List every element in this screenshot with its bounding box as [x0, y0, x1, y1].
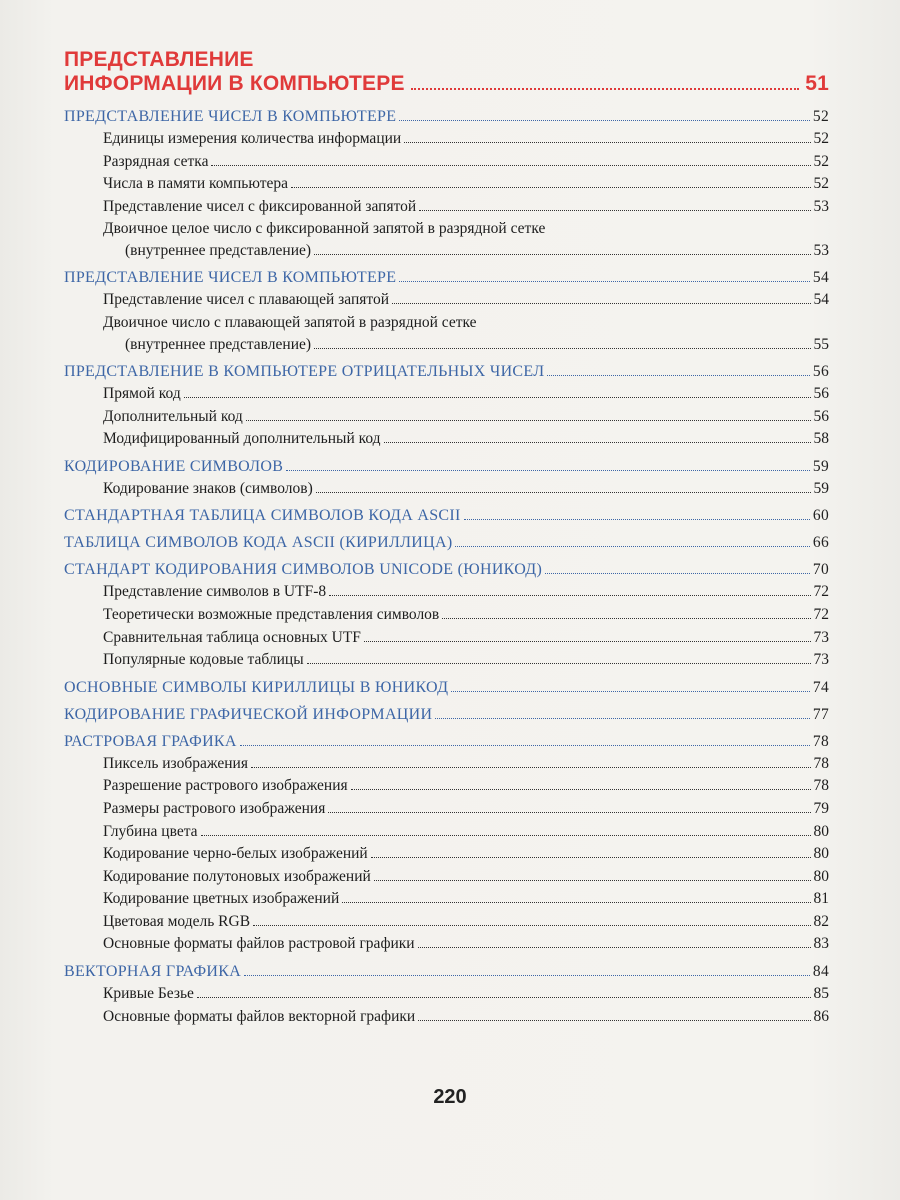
leader-dots	[246, 420, 811, 421]
subsection-title: Разрешение растрового изображения	[103, 777, 348, 795]
leader-dots	[442, 618, 810, 619]
subsection-page: 80	[813, 822, 829, 840]
subsection-entry	[64, 151, 829, 174]
section-title: КОДИРОВАНИЕ ГРАФИЧЕСКОЙ ИНФОРМАЦИИ	[64, 705, 433, 723]
subsection-title: Модифицированный дополнительный код	[103, 430, 381, 448]
leader-dots	[364, 641, 811, 642]
leader-dots	[451, 691, 810, 692]
subsection-title: Кодирование черно-белых изображений	[103, 845, 368, 863]
leader-dots	[251, 767, 811, 768]
subsection-page: 53	[813, 242, 829, 260]
leader-dots	[419, 210, 810, 211]
subsection-title: Сравнительная таблица основных UTF	[103, 628, 361, 646]
subsection-entry	[64, 775, 829, 798]
page-number: 220	[433, 1086, 467, 1108]
section-title: ПРЕДСТАВЛЕНИЕ В КОМПЬЮТЕРЕ ОТРИЦАТЕЛЬНЫХ ЧИСЕЛ	[64, 362, 545, 380]
section-entry	[64, 559, 829, 581]
subsection-page: 80	[813, 845, 829, 863]
subsection-entry	[64, 173, 829, 196]
subsection-entry	[64, 128, 829, 151]
subsection-entry	[64, 604, 829, 627]
subsection-title: Представление символов в UTF-8	[103, 583, 327, 601]
leader-dots	[404, 142, 810, 143]
subsection-page: 86	[813, 1007, 829, 1025]
subsection-entry	[64, 627, 829, 650]
leader-dots	[547, 375, 809, 376]
leader-dots	[253, 925, 810, 926]
leader-dots	[545, 573, 810, 574]
subsection-page: 72	[813, 605, 829, 623]
subsection-title: Числа в памяти компьютера	[103, 175, 289, 193]
leader-dots	[184, 397, 811, 398]
subsection-page: 79	[813, 799, 829, 817]
subsection-page: 56	[813, 384, 829, 402]
subsection-title-continued	[103, 334, 829, 356]
leader-dots	[240, 745, 810, 746]
section-page: 59	[812, 457, 829, 475]
subsection-entry	[64, 312, 829, 356]
subsection-page: 58	[813, 430, 829, 448]
section-page: 60	[812, 507, 829, 525]
section-entry	[64, 505, 829, 527]
subsection-title-line2: (внутреннее представление)	[125, 242, 312, 260]
subsection-entry	[64, 911, 829, 934]
subsection-entry	[64, 753, 829, 776]
leader-dots	[384, 442, 811, 443]
subsection-page: 55	[813, 335, 829, 353]
subsection-title: Глубина цвета	[103, 822, 198, 840]
section-page: 56	[812, 362, 829, 380]
section-title: ОСНОВНЫЕ СИМВОЛЫ КИРИЛЛИЦЫ В ЮНИКОД	[64, 678, 449, 696]
leader-dots	[371, 857, 811, 858]
subsection-page: 52	[813, 175, 829, 193]
subsection-entry	[64, 383, 829, 406]
subsection-entry	[64, 1006, 829, 1029]
subsection-entry	[64, 196, 829, 219]
subsection-page: 83	[813, 935, 829, 953]
subsection-title-line2: (внутреннее представление)	[125, 335, 312, 353]
subsection-title: Кодирование знаков (символов)	[103, 479, 313, 497]
subsection-title: Основные форматы файлов растровой графики	[103, 935, 415, 953]
subsection-title: Кодирование полутоновых изображений	[103, 867, 371, 885]
subsection-entry	[64, 649, 829, 672]
subsection-page: 85	[813, 985, 829, 1003]
subsection-page: 80	[813, 867, 829, 885]
leader-dots	[418, 1020, 810, 1021]
subsection-title: Представление чисел с плавающей запятой	[103, 291, 390, 309]
leader-dots	[329, 595, 810, 596]
subsection-title: Пиксель изображения	[103, 754, 248, 772]
section-title: РАСТРОВАЯ ГРАФИКА	[64, 732, 237, 750]
section-page: 66	[812, 534, 829, 552]
subsection-page: 78	[813, 754, 829, 772]
subsection-title: Дополнительный код	[103, 407, 243, 425]
subsection-entry	[64, 843, 829, 866]
section-page: 78	[812, 732, 829, 750]
subsection-page: 59	[813, 479, 829, 497]
section-entry	[64, 532, 829, 554]
leader-dots	[328, 812, 810, 813]
subsection-title: Теоретически возможные представления символов	[103, 605, 440, 623]
subsection-title: Двоичное число с плавающей запятой в разрядной сетке	[103, 313, 477, 331]
leader-dots	[455, 546, 809, 547]
leader-dots	[411, 88, 800, 90]
subsection-title: Кривые Безье	[103, 985, 194, 1003]
leader-dots	[392, 303, 810, 304]
subsection-entry	[64, 866, 829, 889]
leader-dots	[307, 663, 811, 664]
subsection-page: 81	[813, 890, 829, 908]
section-entry	[64, 961, 829, 983]
subsection-entry	[64, 406, 829, 429]
leader-dots	[291, 187, 810, 188]
toc-entries	[64, 106, 829, 1028]
subsection-page: 72	[813, 583, 829, 601]
section-title: СТАНДАРТ КОДИРОВАНИЯ СИМВОЛОВ UNICODE (ЮНИКОД)	[64, 561, 543, 579]
subsection-title: Представление чисел с фиксированной запятой	[103, 197, 417, 215]
leader-dots	[435, 718, 810, 719]
section-entry	[64, 456, 829, 478]
leader-dots	[314, 254, 810, 255]
chapter-page: 51	[805, 72, 829, 95]
section-page: 77	[812, 705, 829, 723]
section-entry	[64, 106, 829, 128]
section-entry	[64, 677, 829, 699]
section-page: 74	[812, 678, 829, 696]
subsection-page: 54	[813, 291, 829, 309]
table-of-contents	[64, 48, 829, 1028]
subsection-title-continued	[103, 240, 829, 262]
subsection-title: Популярные кодовые таблицы	[103, 651, 304, 669]
subsection-title: Основные форматы файлов векторной графики	[103, 1007, 416, 1025]
subsection-title: Двоичное целое число с фиксированной запятой в разрядной сетке	[103, 220, 546, 238]
section-page: 52	[812, 108, 829, 125]
chapter-title-line2: ИНФОРМАЦИИ В КОМПЬЮТЕРЕ	[64, 72, 405, 95]
subsection-page: 52	[813, 152, 829, 170]
leader-dots	[244, 975, 810, 976]
section-page: 84	[812, 963, 829, 981]
section-entry	[64, 267, 829, 289]
subsection-page: 73	[813, 628, 829, 646]
subsection-title: Цветовая модель RGB	[103, 912, 251, 930]
section-title: ВЕКТОРНАЯ ГРАФИКА	[64, 963, 242, 981]
subsection-entry	[64, 289, 829, 312]
subsection-entry	[64, 478, 829, 501]
subsection-entry	[64, 933, 829, 956]
leader-dots	[197, 997, 811, 998]
subsection-page: 82	[813, 912, 829, 930]
leader-dots	[351, 789, 811, 790]
chapter-title-line1: ПРЕДСТАВЛЕНИЕ	[64, 48, 254, 71]
section-page: 70	[812, 561, 829, 579]
section-title: ПРЕДСТАВЛЕНИЕ ЧИСЕЛ В КОМПЬЮТЕРЕ	[64, 108, 397, 125]
section-entry	[64, 731, 829, 753]
chapter-heading	[64, 48, 829, 96]
subsection-title: Размеры растрового изображения	[103, 799, 326, 817]
leader-dots	[418, 947, 811, 948]
leader-dots	[464, 519, 810, 520]
section-page: 54	[812, 269, 829, 287]
section-entry	[64, 361, 829, 383]
subsection-title: Единицы измерения количества информации	[103, 130, 402, 147]
section-entry	[64, 704, 829, 726]
subsection-page: 53	[813, 197, 829, 215]
subsection-entry	[64, 798, 829, 821]
subsection-page: 73	[813, 651, 829, 669]
section-title: КОДИРОВАНИЕ СИМВОЛОВ	[64, 457, 284, 475]
subsection-entry	[64, 888, 829, 911]
subsection-title: Прямой код	[103, 384, 181, 402]
leader-dots	[342, 902, 810, 903]
leader-dots	[211, 165, 810, 166]
leader-dots	[316, 492, 811, 493]
subsection-title: Разрядная сетка	[103, 152, 209, 170]
subsection-page: 56	[813, 407, 829, 425]
section-title: ПРЕДСТАВЛЕНИЕ ЧИСЕЛ В КОМПЬЮТЕРЕ	[64, 269, 397, 287]
leader-dots	[399, 120, 810, 121]
subsection-entry	[64, 581, 829, 604]
leader-dots	[286, 470, 810, 471]
leader-dots	[399, 281, 810, 282]
subsection-page: 78	[813, 777, 829, 795]
subsection-entry	[64, 821, 829, 844]
leader-dots	[314, 348, 810, 349]
subsection-title: Кодирование цветных изображений	[103, 890, 340, 908]
subsection-entry	[64, 983, 829, 1006]
subsection-entry	[64, 218, 829, 262]
subsection-page: 52	[813, 130, 829, 147]
section-title: СТАНДАРТНАЯ ТАБЛИЦА СИМВОЛОВ КОДА ASCII	[64, 507, 461, 525]
subsection-entry	[64, 428, 829, 451]
leader-dots	[374, 880, 811, 881]
section-title: ТАБЛИЦА СИМВОЛОВ КОДА ASCII (КИРИЛЛИЦА)	[64, 534, 453, 552]
leader-dots	[201, 835, 811, 836]
